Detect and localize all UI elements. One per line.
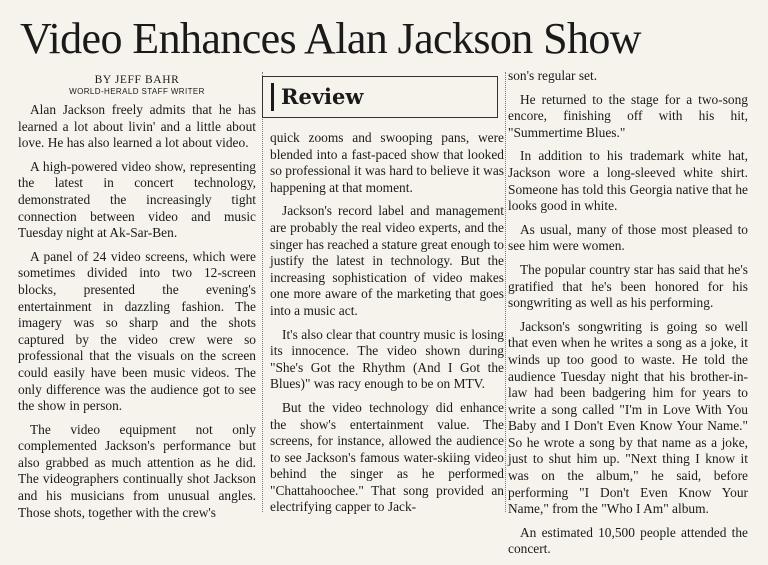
paragraph: But the video technology did enhance the show's entertainment value. The screens, for instance, allowed the audience to see Jackson's famous water-skiing video behind the singer as he performed "Chattahoochee." That song provided an electrifying capper to Jack- — [270, 399, 504, 515]
paragraph: quick zooms and swooping pans, were blended into a fast-paced show that looked so professional it was hard to believe it was happening at that moment. — [270, 130, 504, 195]
paragraph: son's regular set. — [508, 68, 598, 83]
byline — [18, 74, 256, 97]
article-column-1 — [18, 74, 256, 528]
paragraph: A panel of 24 video screens, which were sometimes divided into two 12-screen blocks, presented the evening's entertainment in dazzling fashion. The imagery was so sharp and the shots captured by the video crew were so professional that the visuals on the screen could easily have been music videos. The only difference was the audience got to see the show in person. — [18, 248, 256, 414]
paragraph: As usual, many of those most pleased to see him were women. — [508, 221, 748, 254]
paragraph: The popular country star has said that he's gratified that he's been honored for his songwriting as well as his performing. — [508, 261, 748, 311]
paragraph: Jackson's record label and management are probably the real video experts, and the singer has reached a stature great enough to justify the latest in technology. But the increasing sophistication of video makes one more aware of the marketing that goes into a music act. — [270, 203, 504, 318]
paragraph: Alan Jackson freely admits that he has learned a lot about livin' and a little about love. He has also learned a lot about video. — [18, 102, 256, 151]
review-box — [262, 76, 498, 118]
review-bar — [271, 83, 274, 111]
paragraph: The video equipment not only complemented Jackson's performance but also grabbed as much attention as he did. The videographers continually shot Jackson and his musicians from unusual angles. Those shots, together with the crew's — [18, 421, 256, 520]
article-column-2 — [270, 130, 504, 523]
paragraph: Jackson's songwriting is going so well that even when he writes a song as a joke, it winds up too good to waste. He told the audience Tuesday night that his brother-in-law had been badgering him for years to write a song called "I'm in Love With You Baby and I Don't Even Know Your Name." So he wrote a song by that name as a joke, just to shut him up. "Next thing I know it was on the album," he said, before performing "I Don't Even Know Your Name," from the "Who I Am" album. — [508, 318, 748, 517]
headline: Video Enhances Alan Jackson Show — [20, 14, 641, 63]
byline-author: BY JEFF BAHR — [94, 74, 180, 86]
byline-title: WORLD-HERALD STAFF WRITER — [69, 87, 205, 96]
review-label: Review — [281, 84, 364, 109]
paragraph: In addition to his trademark white hat, Jackson wore a long-sleeved white shirt. Someone has told this Georgia native that he looks good in white. — [508, 148, 748, 214]
column-rule — [505, 72, 506, 512]
paragraph: He returned to the stage for a two-song encore, finishing off with his hit, "Summertime Blues." — [508, 91, 748, 140]
column-rule — [262, 72, 263, 512]
paragraph: It's also clear that country music is losing its innocence. The video shown during "She's Got the Rhythm (And I Got the Blues)" was racy enough to be on MTV. — [270, 326, 504, 392]
paragraph: A high-powered video show, representing the latest in concert technology, demonstrated the increasingly tight connection between video and music Tuesday night at Ak-Sar-Ben. — [18, 158, 256, 241]
paragraph: An estimated 10,500 people attended the concert. — [508, 524, 748, 557]
article-column-3 — [508, 68, 748, 565]
